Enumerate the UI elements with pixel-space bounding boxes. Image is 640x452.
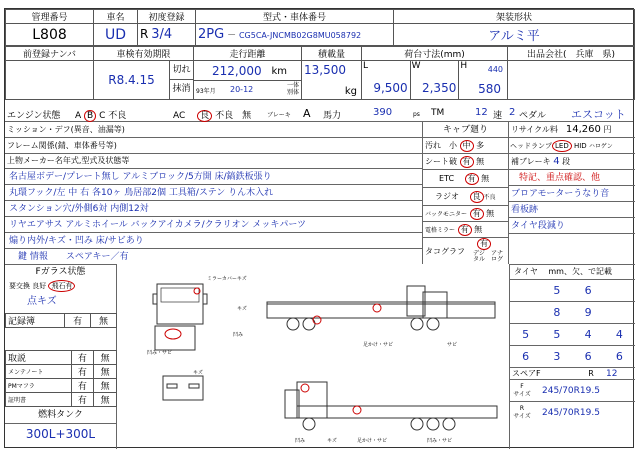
r-size-row: R サイズ 245/70R19.5 bbox=[510, 401, 635, 423]
first-reg-label: 初度登録 bbox=[138, 10, 196, 24]
spec-table bbox=[5, 46, 635, 100]
tire-depth-cell: 5 bbox=[553, 284, 561, 297]
masshou-label: 抹消 bbox=[172, 84, 191, 94]
right-column bbox=[509, 122, 635, 264]
spare-row: スペア F R 12 bbox=[510, 367, 635, 379]
dims-cell bbox=[362, 61, 508, 100]
kire-label: 切れ bbox=[170, 61, 193, 80]
ac-good-circle: 良 bbox=[197, 110, 212, 122]
dims-label: 荷台寸法(mm) bbox=[362, 47, 508, 61]
diagram-label-3: キズ bbox=[237, 306, 247, 312]
cab-label: キャブ廻り bbox=[423, 122, 508, 138]
cert-yes: 有 bbox=[71, 393, 94, 407]
lower-left-panel bbox=[5, 264, 117, 449]
glass-options: 要交換 良好 飛石有 bbox=[5, 279, 116, 293]
manual-yes: 有 bbox=[71, 351, 94, 365]
mgmt-no-value: L808 bbox=[6, 24, 94, 46]
ps-unit: ps bbox=[413, 111, 420, 118]
special-item: タイヤ段減り bbox=[509, 218, 635, 234]
description-line: スタンション穴/外側6対 内側12対 bbox=[5, 200, 422, 216]
description-line: 鍵 情報 スペアキー／有 bbox=[5, 248, 422, 264]
fuel-value: 300L+300L bbox=[5, 423, 116, 443]
cab-front-view bbox=[153, 284, 207, 324]
tire-depth-cell: 4 bbox=[584, 328, 592, 341]
cert-no: 無 bbox=[94, 393, 117, 407]
radio-good-circle: 良 bbox=[470, 191, 484, 203]
truck-side-view-bottom bbox=[285, 382, 497, 430]
docs-table bbox=[5, 350, 117, 407]
taco-yes-circle: 有 bbox=[477, 238, 491, 250]
record-table bbox=[5, 313, 117, 328]
pm-yes: 有 bbox=[71, 379, 94, 393]
plate-label: 前登録ナンバ bbox=[6, 47, 94, 61]
fuel-label: 燃料タンク bbox=[38, 410, 83, 420]
tire-depth-cell: 9 bbox=[584, 306, 592, 319]
pedal-value: 2 bbox=[509, 107, 516, 118]
description-line: 丸環フック/左 中 右 各10ヶ 鳥居部2個 工具箱/ステン りん木入れ bbox=[5, 184, 422, 200]
mente-label: メンテノート bbox=[6, 365, 72, 379]
engine-label: エンジン状態 bbox=[7, 111, 61, 121]
old-value: 20-12 bbox=[230, 84, 254, 94]
diagram-label-4: 足かけ・サビ bbox=[363, 342, 394, 348]
radio-row: ラジオ 良 不良 bbox=[423, 188, 508, 206]
manual-no: 無 bbox=[94, 351, 117, 365]
body-type-value: アルミ平 bbox=[394, 24, 635, 46]
tire-depth-cell: 6 bbox=[584, 284, 592, 297]
capacity-value: 13,500 bbox=[304, 63, 346, 77]
mirror-yes-circle: 有 bbox=[458, 224, 472, 236]
description-line: 名古屋ボデー/プレート無し アルミブロック/5方開 床/鎬鉄板張り bbox=[5, 168, 422, 184]
hp-label: 馬力 bbox=[323, 111, 342, 121]
brake-label: ブレーキ bbox=[267, 112, 291, 119]
body-type-label: 架装形状 bbox=[394, 10, 635, 24]
truck-diagram bbox=[117, 264, 509, 449]
length-value: 9,500 bbox=[373, 81, 408, 95]
make-label: 車名 bbox=[94, 10, 138, 24]
record-yes: 有 bbox=[65, 314, 91, 328]
description-line: リヤエアサス アルミホイール バックアイカメラ/クラリオン メッキパーツ bbox=[5, 216, 422, 232]
aux-brake-row: 補ブレーキ 4 段 bbox=[509, 154, 635, 170]
capacity-label: 積載量 bbox=[302, 47, 362, 61]
glass-note: 点キズ bbox=[27, 296, 57, 307]
inspection-sheet bbox=[4, 8, 634, 448]
km-unit: km bbox=[271, 65, 287, 77]
diagram-label-9: 足かけ・サビ bbox=[357, 438, 388, 444]
width-value: 2,350 bbox=[421, 81, 457, 95]
pm-label: PMマフラ bbox=[6, 379, 72, 393]
damage-mark bbox=[373, 304, 381, 312]
special-items bbox=[509, 186, 635, 234]
inspection-cell bbox=[94, 61, 194, 100]
tire-grid bbox=[510, 279, 635, 367]
capacity-cell bbox=[302, 61, 362, 100]
plate-value bbox=[6, 61, 94, 100]
seller-value bbox=[508, 61, 635, 100]
escot-value: エスコット bbox=[571, 108, 626, 121]
tire-grid-row bbox=[510, 301, 635, 323]
diagram-label-5: サビ bbox=[447, 342, 458, 348]
speed-label: 速 bbox=[493, 111, 503, 121]
tire-depth-cell: 4 bbox=[615, 328, 623, 341]
tm-label: TM bbox=[431, 108, 445, 118]
tire-depth-cell: 6 bbox=[584, 350, 592, 363]
tire-grid-row bbox=[510, 345, 635, 367]
frame-row: フレーム関係(錆、車体番号等) bbox=[5, 138, 422, 154]
description-lines bbox=[5, 168, 422, 264]
diagram-label-8: キズ bbox=[327, 438, 337, 444]
kg-unit: kg bbox=[344, 86, 357, 97]
special-title: 特記、重点確認、他 bbox=[509, 170, 635, 186]
tire-depth-cell bbox=[604, 280, 635, 301]
etc-row: ETC 有 無 bbox=[423, 170, 508, 188]
damage-mark bbox=[353, 406, 361, 414]
tire-depth-cell bbox=[510, 302, 541, 323]
ana-label: アナ ログ bbox=[491, 250, 504, 263]
tire-depth-cell bbox=[510, 280, 541, 301]
tire-header: タイヤ mm、欠、で記載 bbox=[514, 267, 612, 276]
tire-panel bbox=[509, 264, 635, 449]
seat-row: シート破 有 無 bbox=[423, 154, 508, 170]
l-label: L bbox=[363, 61, 369, 71]
h-label: H bbox=[460, 61, 468, 71]
note-box: 一体 別体 bbox=[286, 81, 299, 96]
tire-depth-cell: 6 bbox=[615, 350, 623, 363]
damage-mark bbox=[313, 316, 321, 324]
record-no: 無 bbox=[91, 314, 117, 328]
recycle-row: リサイクル料 14,260 円 bbox=[509, 122, 635, 138]
taco-row bbox=[423, 238, 508, 264]
hp-value: 390 bbox=[373, 107, 393, 118]
tire-depth-cell: 3 bbox=[553, 350, 561, 363]
record-label: 記録簿 bbox=[6, 314, 65, 328]
inspection-date: R8.4.15 bbox=[108, 73, 155, 87]
tm-value: 12 bbox=[475, 107, 488, 118]
diagram-label-7: 凹み bbox=[295, 438, 306, 444]
truck-rear-view bbox=[163, 376, 203, 400]
make-value: UD bbox=[94, 24, 138, 46]
diagram-label-mirror: ミラーカバーキズ bbox=[207, 276, 247, 282]
old-label: 93年月 bbox=[196, 87, 216, 95]
tire-grid-row bbox=[510, 323, 635, 345]
engine-grade-circle: B bbox=[84, 110, 96, 122]
glass-title: Fガラス状態 bbox=[35, 267, 86, 277]
tire-depth-cell: 6 bbox=[522, 350, 530, 363]
tire-grid-row bbox=[510, 279, 635, 301]
mente-yes: 有 bbox=[71, 365, 94, 379]
ac-status: AC 良 不良 無 bbox=[173, 111, 252, 121]
model-value: 2PG － CG5CA-JNCMB02G8MU058792 bbox=[196, 24, 394, 46]
taco-label: タコグラフ bbox=[425, 247, 465, 256]
diagram-label-6: キズ bbox=[193, 370, 203, 376]
tire-depth-cell: 8 bbox=[553, 306, 561, 319]
mente-no: 無 bbox=[94, 365, 117, 379]
height-value: 580 bbox=[478, 82, 502, 96]
engine-row bbox=[5, 106, 633, 122]
diagram-label-2: 凹み bbox=[233, 332, 244, 338]
inspection-label: 車検有効期限 bbox=[94, 47, 194, 61]
dirt-mid-circle: 中 bbox=[460, 140, 474, 152]
led-circle: LED bbox=[552, 140, 572, 152]
maker-row: 上物メーカー名年式,型式及状態等 bbox=[7, 156, 130, 165]
diagram-label-10: 凹み・サビ bbox=[427, 438, 453, 444]
equipment-column bbox=[423, 122, 509, 264]
mission-row: ミッション・デフ(異音、油漏等) bbox=[5, 122, 422, 138]
mgmt-no-label: 管理番号 bbox=[6, 10, 94, 24]
pm-no: 無 bbox=[94, 379, 117, 393]
seat-yes-circle: 有 bbox=[460, 156, 474, 168]
description-block bbox=[5, 122, 423, 264]
first-reg-value: R 3/4 bbox=[138, 24, 196, 46]
manual-label: 取説 bbox=[6, 351, 72, 365]
headlamp-row: ヘッドランプ LED HID ハロゲン bbox=[509, 138, 635, 154]
special-item: 看板跡 bbox=[509, 202, 635, 218]
mileage-label: 走行距離 bbox=[194, 47, 302, 61]
tire-depth-cell: 5 bbox=[522, 328, 530, 341]
diagram-label-1: 凹み・サビ bbox=[147, 350, 173, 356]
mileage-cell bbox=[194, 61, 302, 100]
seller-label: 出品会社( 兵庫 県) bbox=[508, 47, 635, 61]
etc-yes-circle: 有 bbox=[465, 173, 479, 185]
model-label: 型式・車体番号 bbox=[196, 10, 394, 24]
mileage-value: 212,000 bbox=[212, 63, 262, 78]
special-item: ブロアモーターうなり音 bbox=[509, 186, 635, 202]
w-label: W bbox=[411, 61, 421, 71]
tire-depth-cell: 5 bbox=[553, 328, 561, 341]
back-monitor-row: バックモニター 有 無 bbox=[423, 206, 508, 222]
digi-label: デジ タル bbox=[473, 250, 486, 263]
header-table bbox=[5, 9, 635, 46]
h-top-value: 440 bbox=[487, 65, 504, 74]
brake-value: A bbox=[303, 107, 311, 120]
engine-grade: A B C 不良 bbox=[75, 111, 127, 121]
description-line: 煽り内外/キズ・凹み 床/サビあり bbox=[5, 232, 422, 248]
back-yes-circle: 有 bbox=[470, 208, 484, 220]
damage-mark bbox=[165, 329, 181, 339]
tire-depth-cell bbox=[604, 302, 635, 323]
glass-chip-circle: 飛石有 bbox=[48, 280, 75, 292]
pedal-label: ペダル bbox=[519, 111, 547, 121]
damage-mark bbox=[301, 384, 309, 392]
cert-label: 証明書 bbox=[6, 393, 72, 407]
dirt-row: 汚れ 小 中 多 bbox=[423, 138, 508, 154]
f-size-row: F サイズ 245/70R19.5 bbox=[510, 379, 635, 401]
mirror-row: 電格ミラー 有 無 bbox=[423, 222, 508, 238]
